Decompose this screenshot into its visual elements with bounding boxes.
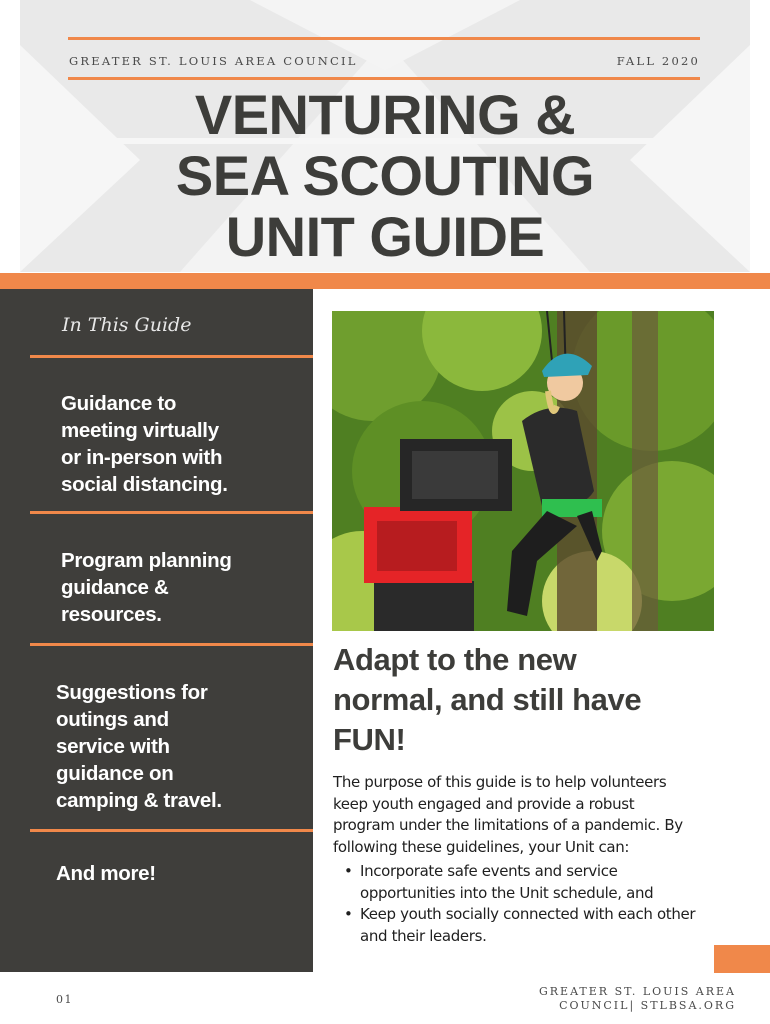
sidebar-item-line: Suggestions for bbox=[56, 681, 208, 704]
sidebar-item-line: Guidance to bbox=[61, 392, 177, 415]
bullet-line: • Incorporate safe events and service bbox=[360, 862, 618, 880]
sidebar-item-outings bbox=[56, 679, 222, 814]
footer-organization bbox=[539, 985, 736, 1013]
sidebar-divider bbox=[30, 643, 313, 646]
sidebar-item-line: And more! bbox=[56, 862, 156, 885]
accent-band bbox=[0, 273, 770, 289]
sidebar-item-line: service with bbox=[56, 735, 170, 758]
intro-line: keep youth engaged and provide a robust bbox=[333, 794, 635, 813]
climbing-photo bbox=[332, 311, 714, 631]
intro-line: The purpose of this guide is to help volunteers bbox=[333, 773, 667, 791]
sidebar-item-line: Program planning bbox=[61, 549, 232, 572]
headline-line: normal, and still have bbox=[333, 682, 642, 717]
sidebar-divider bbox=[30, 829, 313, 832]
council-name: GREATER ST. LOUIS AREA COUNCIL bbox=[69, 54, 358, 68]
sidebar-item-line: social distancing. bbox=[61, 473, 228, 496]
season-label: FALL 2020 bbox=[616, 54, 700, 68]
header-rule-bottom bbox=[68, 77, 700, 80]
bullet-line: • Keep youth socially connected with each other bbox=[360, 905, 696, 923]
sidebar-item-line: outings and bbox=[56, 708, 169, 731]
bullet-item bbox=[333, 861, 753, 904]
sidebar-item-and-more bbox=[56, 860, 156, 887]
sidebar-item-line: or in-person with bbox=[61, 446, 223, 469]
footer-line: GREATER ST. LOUIS AREA bbox=[538, 985, 736, 998]
title-line: SEA SCOUTING bbox=[175, 144, 595, 207]
footer-line: COUNCIL| STLBSA.ORG bbox=[559, 999, 736, 1012]
header-rule-top bbox=[68, 37, 700, 40]
sidebar-divider bbox=[30, 511, 313, 514]
sidebar-item-virtual-meetings bbox=[61, 390, 228, 498]
headline-line: FUN! bbox=[333, 722, 406, 757]
bullet-list bbox=[333, 861, 753, 947]
headline-line: Adapt to the new bbox=[333, 642, 577, 677]
page-number: 01 bbox=[56, 993, 73, 1006]
intro-paragraph bbox=[333, 772, 753, 858]
bullet-line: opportunities into the Unit schedule, and bbox=[360, 883, 654, 902]
bullet-line: and their leaders. bbox=[360, 926, 487, 945]
sidebar-heading: In This Guide bbox=[62, 314, 192, 336]
intro-line: program under the limitations of a pandemic. By bbox=[333, 816, 683, 834]
sidebar-item-program-planning bbox=[61, 547, 232, 628]
scout-climbing-crates-illustration bbox=[332, 311, 714, 631]
title-line: UNIT GUIDE bbox=[225, 205, 545, 268]
sidebar-item-line: meeting virtually bbox=[61, 419, 219, 442]
sidebar-item-line: resources. bbox=[61, 603, 162, 626]
sidebar-item-line: guidance on bbox=[56, 762, 174, 785]
in-this-guide-sidebar bbox=[0, 289, 313, 972]
page-title bbox=[20, 84, 750, 267]
headline bbox=[333, 640, 753, 760]
bullet-item bbox=[333, 904, 753, 947]
sidebar-item-line: guidance & bbox=[61, 576, 169, 599]
sidebar-item-line: camping & travel. bbox=[56, 789, 222, 812]
title-line: VENTURING & bbox=[194, 83, 576, 146]
corner-accent bbox=[714, 945, 770, 973]
intro-line: following these guidelines, your Unit can: bbox=[333, 837, 630, 856]
sidebar-divider bbox=[30, 355, 313, 358]
